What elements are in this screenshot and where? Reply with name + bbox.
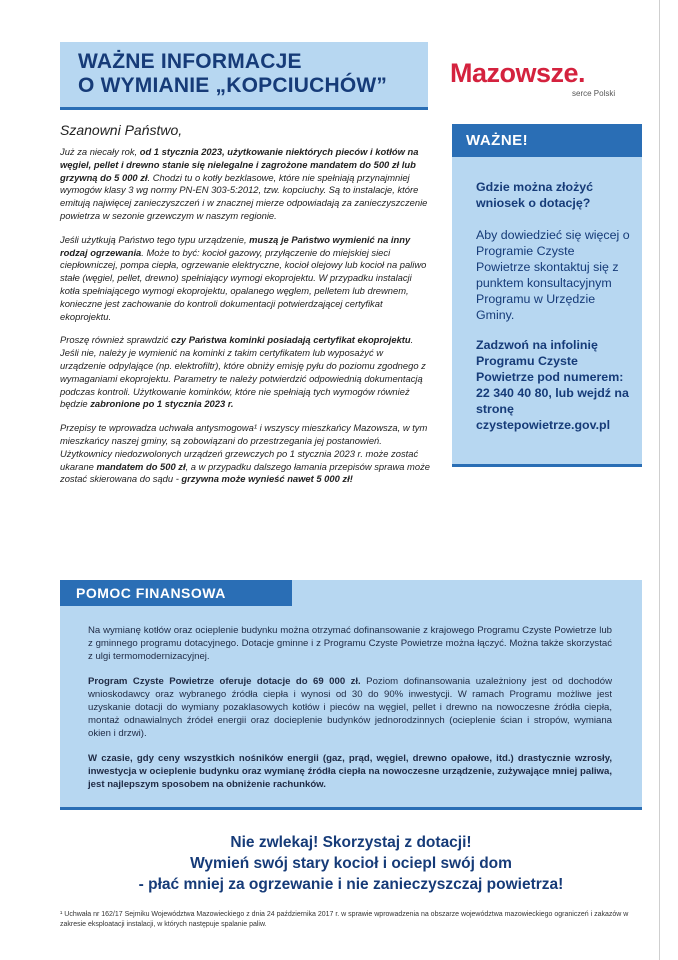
letter-body — [60, 122, 430, 497]
financial-paragraph-3: W czasie, gdy ceny wszystkich nośników energii (gaz, prąd, węgiel, drewno opałowe, itd.) drastycznie wzrosły, inwestycja w ocieplenie budynku oraz wymianę źródła ciepła na nowoczesne urządzenie, zużywające mniej paliwa, jest najlepszym sposobem na obniżenie rachunków. — [88, 753, 612, 790]
call-to-action — [60, 832, 642, 895]
cta-line-1: Nie zwlekaj! Skorzystaj z dotacji! — [230, 834, 472, 851]
footnote: ¹ Uchwała nr 162/17 Sejmiku Województwa Mazowieckiego z dnia 24 października 2017 r. w sprawie wprowadzenia na obszarze województwa mazowieckiego ograniczeń i zakazów w zakresie eksploatacji instalacji, w których następuje spalanie paliw. — [60, 911, 629, 928]
cta-line-3: - płać mniej za ogrzewanie i nie zanieczyszczaj powietrza! — [138, 876, 564, 893]
paragraph-fireplaces: Proszę również sprawdzić czy Państwa kominki posiadają certyfikat ekoprojektu. Jeśli nie, należy je wymienić na kominki z takim certyfikatem lub wyposażyć w urządzenie odpylające (np. elektrofiltr), które obniży emisję pyłu do poziomu zgodnego z wymaganiami ekoprojektu. Parametry te należy potwierdzić odpowiednią dokumentacją podczas kontroli. Użytkowanie kominków, które nie spełniają tych wymogów również będzie zabronione po 1 stycznia 2023 r. — [60, 334, 426, 410]
sidebar-question: Gdzie można złożyć wniosek o dotację? — [476, 180, 594, 210]
logo-brand: Mazowsze. — [450, 58, 586, 88]
title-banner — [60, 42, 428, 110]
page-edge-line — [659, 0, 660, 960]
financial-aid-body — [88, 624, 612, 803]
paragraph-penalties: Przepisy te wprowadza uchwała antysmogowa¹ i wszyscy mieszkańcy Mazowsza, w tym mieszkańcy naszej gminy, są zobowiązani do przestrzegania jej postanowień. Użytkownicy niedozwolonych urządzeń grzewczych po 1 stycznia 2023 r. może zostać ukarane mandatem do 500 zł, a w przypadku dalszego łamania przepisów sprawa może zostać skierowana do sądu - grzywna może wynieść nawet 5 000 zł! — [60, 422, 430, 485]
cta-line-2: Wymień swój stary kocioł i ociepl swój dom — [190, 855, 512, 872]
mazowsze-logo — [450, 58, 640, 102]
paragraph-ban-date: Już za niecały rok, od 1 stycznia 2023, użytkowanie niektórych pieców i kotłów na węgiel, pellet i drewno stanie się nielegalne i zagrożone mandatem do 500 zł lub grzywną do 5 000 zł. Chodzi tu o kotły bezklasowe, które nie spełniają przynajmniej wymogów klasy 3 wg normy PN-EN 303-5:2012, tzw. kopciuchy. Są to instalacje, które emitują najwięcej zanieczyszczeń i w znacznej mierze odpowiadają za zanieczyszczenie powietrza w sezonie grzewczym w naszym regionie. — [60, 146, 428, 221]
sidebar-header: WAŻNE! — [452, 124, 642, 157]
greeting: Szanowni Państwo, — [60, 122, 183, 138]
sidebar-hotline: Zadzwoń na infolinię Programu Czyste Powietrze pod numerem: 22 340 40 80, lub wejdź na stronę czystepowietrze.gov.pl — [476, 338, 629, 432]
financial-paragraph-2: Program Czyste Powietrze oferuje dotacje do 69 000 zł. Poziom dofinansowania uzależniony jest od dochodów wnioskodawcy oraz wybranego źródła ciepła i wynosi od 30 do 90% inwestycji. W ramach Programu możliwe jest uzyskanie dotacji do wymiany pozaklasowych kotłów i pieców na węgiel, pellet i drewno na nowoczesne źródła ciepła, montaż odnawialnych źródeł energii oraz docieplenie budynków jednorodzinnych (ocieplenie ścian i stropów, wymiana okien i drzwi). — [88, 676, 612, 739]
title-line-1: WAŻNE INFORMACJE — [78, 50, 302, 73]
financial-aid-header: POMOC FINANSOWA — [60, 580, 292, 606]
logo-tagline: serce Polski — [572, 89, 616, 98]
financial-paragraph-1: Na wymianę kotłów oraz ocieplenie budynku można otrzymać dofinansowanie z krajowego Programu Czyste Powietrze lub z gminnego programu dotacyjnego. Dotacje gminne i z Programu Czyste Powietrze można łączyć. Można także skorzystać z ulgi termomodernizacyjnej. — [88, 625, 612, 662]
financial-aid-section — [60, 580, 642, 810]
important-sidebar — [452, 124, 642, 467]
title-line-2: O WYMIANIE „KOPCIUCHÓW” — [78, 74, 388, 97]
paragraph-replacement: Jeśli użytkują Państwo tego typu urządzenie, muszą je Państwo wymienić na inny rodzaj ogrzewania. Może to być: kocioł gazowy, przyłączenie do miejskiej sieci ciepłowniczej, pompa ciepła, ogrzewanie elektryczne, kocioł olejowy lub kocioł na paliwo stałe (węgiel, pellet, drewno) spełniający wymogi ekoprojektu. W przypadku instalacji kotła spełniającego wymogi ekoprojektu, opalanego węglem, pelletem lub drewnem, konieczne jest zachowanie do kontroli dokumentacji potwierdzającej certyfikat ekoprojektu. — [60, 233, 427, 322]
sidebar-info: Aby dowiedzieć się więcej o Programie Czyste Powietrze skontaktuj się z punktem konsultacyjnym Programu w Urzędzie Gminy. — [476, 228, 630, 322]
